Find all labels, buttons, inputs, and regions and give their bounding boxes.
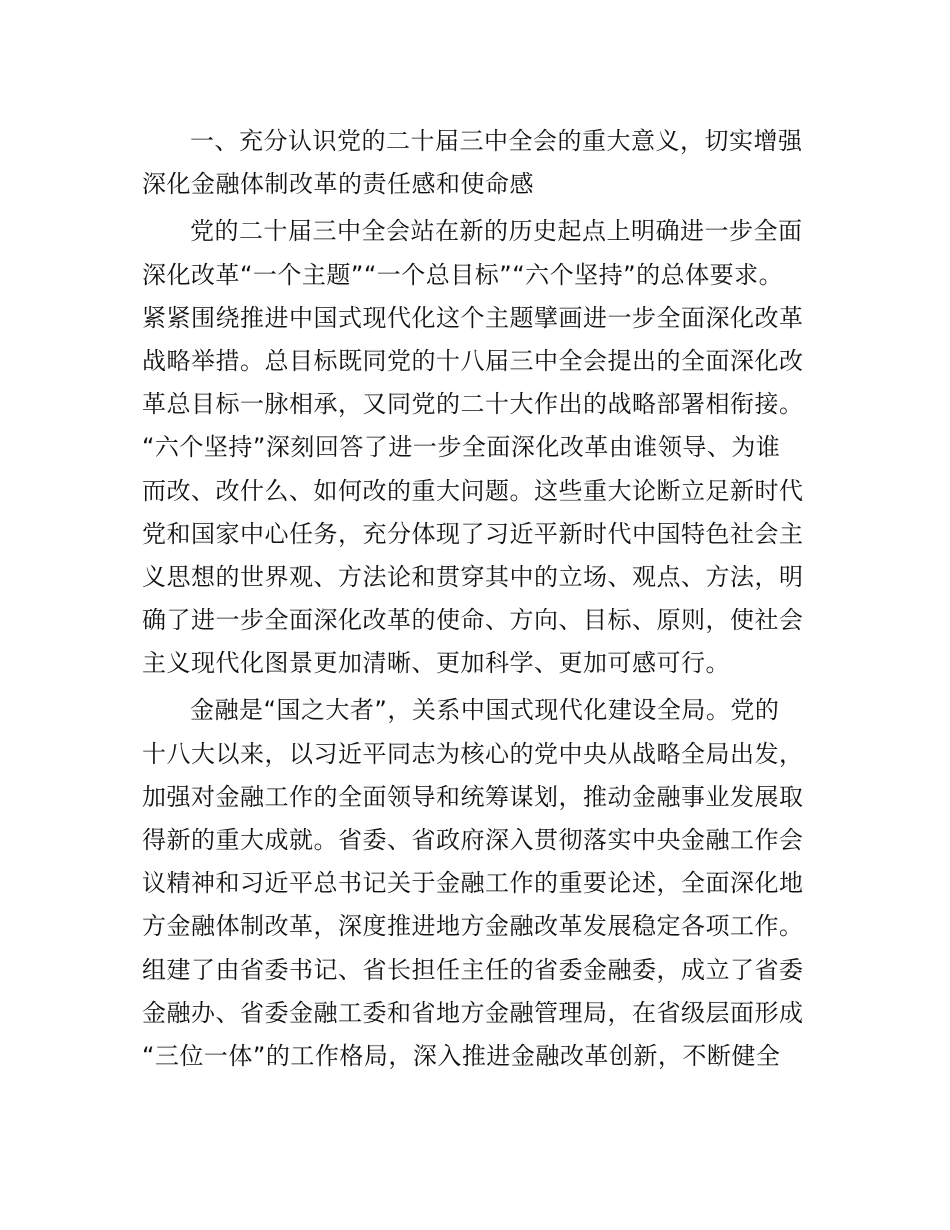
paragraph-line: 金融办、省委金融工委和省地方金融管理局，在省级层面形成 [142,998,804,1027]
section-heading [142,120,814,206]
paragraph-line: 组建了由省委书记、省长担任主任的省委金融委，成立了省委 [142,955,804,984]
paragraph-line: 党的二十届三中全会站在新的历史起点上明确进一步全面 [190,217,803,246]
paragraph-line: “六个坚持”深刻回答了进一步全面深化改革由谁领导、为谁 [142,433,781,462]
paragraph-line: 主义现代化图景更加清晰、更加科学、更加可感可行。 [142,649,730,678]
paragraph-line: 议精神和习近平总书记关于金融工作的重要论述，全面深化地 [142,869,804,898]
paragraph-finance [142,689,814,1078]
paragraph-line: 而改、改什么、如何改的重大问题。这些重大论断立足新时代 [142,476,804,505]
paragraph-line: 十八大以来，以习近平同志为核心的党中央从战略全局出发， [142,739,804,768]
paragraph-line: 战略举措。总目标既同党的十八届三中全会提出的全面深化改 [142,346,804,375]
paragraph-line: 革总目标一脉相承，又同党的二十大作出的战略部署相衔接。 [142,390,804,419]
paragraph-line: 义思想的世界观、方法论和贯穿其中的立场、观点、方法，明 [142,562,804,591]
paragraph-line: 确了进一步全面深化改革的使命、方向、目标、原则，使社会 [142,606,804,635]
paragraph-line: 深化改革“一个主题”“一个总目标”“六个坚持”的总体要求。 [142,260,784,289]
paragraph-line: “三位一体”的工作格局，深入推进金融改革创新，不断健全 [142,1041,781,1070]
paragraph-reform-goals [142,210,814,685]
paragraph-line: 党和国家中心任务，充分体现了习近平新时代中国特色社会主 [142,519,804,548]
document-page [142,120,814,1078]
paragraph-line: 加强对金融工作的全面领导和统筹谋划，推动金融事业发展取 [142,782,804,811]
heading-line: 深化金融体制改革的责任感和使命感 [142,170,534,199]
heading-line: 一、充分认识党的二十届三中全会的重大意义，切实增强 [190,127,803,155]
paragraph-line: 得新的重大成就。省委、省政府深入贯彻落实中央金融工作会 [142,826,804,854]
paragraph-line: 紧紧围绕推进中国式现代化这个主题擘画进一步全面深化改革 [142,303,804,332]
paragraph-line: 方金融体制改革，深度推进地方金融改革发展稳定各项工作。 [142,912,804,941]
paragraph-line: 金融是“国之大者”，关系中国式现代化建设全局。党的 [190,696,780,725]
